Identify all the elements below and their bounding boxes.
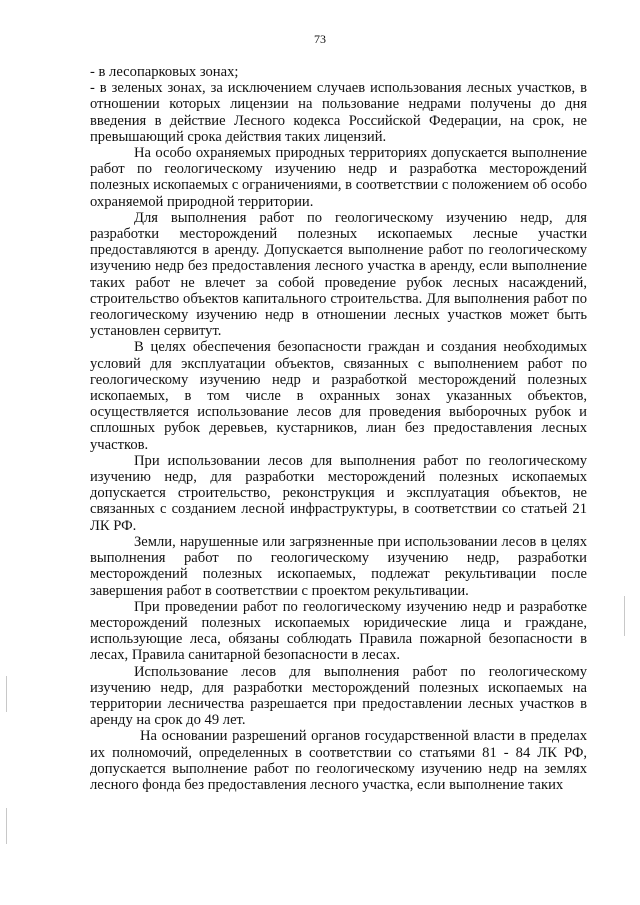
paragraph-recultivation: Земли, нарушенные или загрязненные при использовании лесов в целях выполнения работ по геологическому изучению недр, разработки месторождений полезных ископаемых, подлежат рекультивации после завершения работ в соответствии с проектом рекультивации. <box>90 533 587 599</box>
scan-mark-left-upper <box>6 676 7 712</box>
paragraph-state-permits: На основании разрешений органов государственной власти в пределах их полномочий, определенных в соответствии со статьями 81 - 84 ЛК РФ, допускается выполнение работ по геологическому изучению недр на землях лесного фонда без предоставления лесного участка, если выполнение таких <box>90 728 587 793</box>
document-body <box>90 64 587 793</box>
paragraph-protected-territories: На особо охраняемых природных территориях допускается выполнение работ по геологическому изучению недр и разработка месторождений полезных ископаемых с ограничениями, в соответствии с положением об особо охраняемой природной территории. <box>90 145 587 210</box>
paragraph-construction-objects: При использовании лесов для выполнения работ по геологическому изучению недр, для разработки месторождений полезных ископаемых допускается строительство, реконструкция и эксплуатация объектов, не связанных с созданием лесной инфраструктуры, в соответствии со статьей 21 ЛК РФ. <box>90 452 587 534</box>
scan-mark-left-lower <box>6 808 7 844</box>
paragraph-safety-felling: В целях обеспечения безопасности граждан и создания необходимых условий для эксплуатации объектов, связанных с выполнением работ по геологическому изучению недр и разработкой месторождений полезных ископаемых, в том числе в охранных зонах указанных объектов, осуществляется использование лесов для проведения выборочных рубок и сплошных рубок деревьев, кустарников, лиан без предоставления лесных участков. <box>90 339 587 453</box>
paragraph-fire-safety-rules: При проведении работ по геологическому изучению недр и разработке месторождений полезных ископаемых юридические лица и граждане, использующие леса, обязаны соблюдать Правила пожарной безопасности в лесах, Правила санитарной безопасности в лесах. <box>90 598 587 664</box>
paragraph-lease-for-geological-works: Для выполнения работ по геологическому изучению недр, для разработки месторождений полезных ископаемых лесные участки предоставляются в аренду. Допускается выполнение работ по геологическому изучению недр без предоставления лесного участка в аренду, если выполнение таких работ не влечет за собой проведение рубок лесных насаждений, строительство объектов капитального строительства. Для выполнения работ по геологическому изучению недр в отношении лесных участков может быть установлен сервитут. <box>90 209 587 340</box>
scan-mark-right <box>624 596 625 636</box>
page-number: 73 <box>314 32 326 46</box>
list-item-green-zones: - в зеленых зонах, за исключением случаев использования лесных участков, в отношении которых лицензии на пользование недрами получены до дня введения в действие Лесного кодекса Российской Федерации, на срок, не превышающий срока действия таких лицензий. <box>90 80 587 145</box>
list-item-forest-park-zones: - в лесопарковых зонах; <box>90 64 239 80</box>
paragraph-lease-term: Использование лесов для выполнения работ по геологическому изучению недр, для разработки месторождений полезных ископаемых на территории лесничества разрешается при предоставлении лесных участков в аренду на срок до 49 лет. <box>90 663 587 729</box>
